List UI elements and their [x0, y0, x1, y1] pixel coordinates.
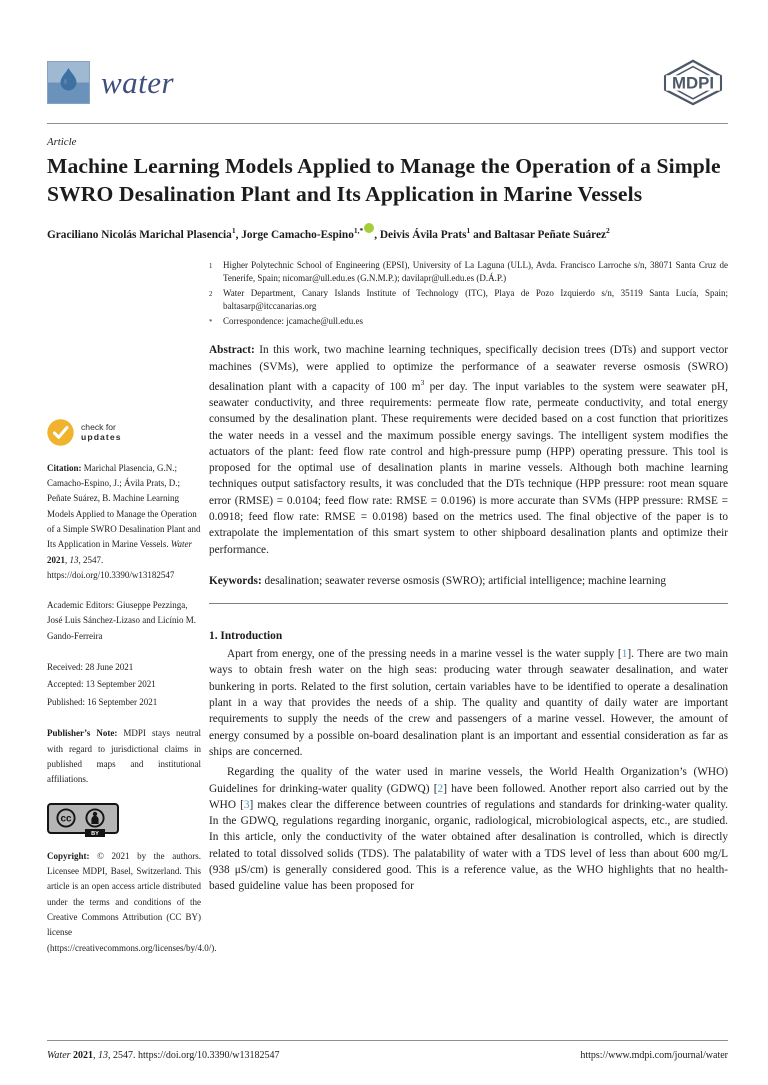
svg-text:BY: BY — [91, 831, 99, 838]
paper-title: Machine Learning Models Applied to Manage the Operation of a Simple SWRO Desalination Plant and Its Application in Marine Vessels — [47, 154, 721, 206]
keywords-label: Keywords: — [209, 574, 262, 587]
main-column — [209, 251, 728, 956]
affiliations-list — [209, 251, 728, 330]
affiliation-item — [209, 315, 728, 330]
check-badge-text — [81, 422, 122, 442]
affiliation-marker: 1 — [209, 262, 213, 270]
keywords-line — [209, 573, 728, 589]
footer-doi-link[interactable]: , 2547. https://doi.org/10.3390/w13182547 — [108, 1050, 280, 1061]
affiliation-item — [209, 287, 728, 314]
intro-p2-text-b: ] have been followed. Another report also carried out by the WHO [ — [209, 782, 728, 811]
affiliation-marker: 2 — [209, 290, 213, 298]
intro-p2-text-c: ] makes clear the difference between countries of regulations and standards for drinking-water quality. In the GDWQ, regulations regarding inorganic, organic, radiological, microbiological aspects, etc., are studied. In this article, only the conductivity of the water obtained after desalination is controlled, which is directly related to total dissolved solids (TDS). The palatability of water with a TDS level of less than about 600 mg/L (938 μS/cm) is generally considered good. This is a reference value, as the WHO highlights that no health-based guideline value has been proposed for — [209, 798, 729, 893]
keywords-text: desalination; seawater reverse osmosis (SWRO); artificial intelligence; machine learning — [261, 574, 667, 587]
academic-editors-block — [47, 598, 201, 644]
correspondence-text[interactable]: Correspondence: jcamache@ull.edu.es — [223, 315, 363, 326]
check-badge-line2: updates — [81, 432, 122, 443]
footer-journal-url[interactable]: https://www.mdpi.com/journal/water — [580, 1050, 728, 1061]
intro-paragraph-2 — [209, 764, 728, 894]
mdpi-logo-icon[interactable] — [658, 57, 728, 107]
authors-line — [47, 223, 728, 241]
author-2: , Jorge Camacho-Espino — [235, 228, 354, 241]
abstract — [209, 342, 728, 558]
citation-year: 2021 — [47, 554, 65, 565]
svg-text:cc: cc — [60, 814, 72, 826]
orcid-icon[interactable] — [364, 223, 374, 233]
check-badge-line1: check for — [81, 422, 116, 433]
received-date: Received: 28 June 2021 — [47, 662, 134, 673]
footer-citation — [47, 1050, 280, 1061]
citation-block — [47, 461, 201, 583]
intro-p1-text-a: Apart from energy, one of the pressing needs in a marine vessel is the water supply [ — [227, 648, 622, 661]
affiliation-marker: * — [209, 318, 213, 326]
author-1: Graciliano Nicolás Marichal Plasencia — [47, 228, 232, 241]
affiliation-text: Water Department, Canary Islands Institute of Technology (ITC), Playa de Pozo Izquierdo s/n, 35119 Santa Lucía, Spain; baltasarp@itccanarias.org — [223, 287, 728, 312]
water-journal-logo-icon[interactable] — [47, 61, 90, 104]
copyright-block — [47, 849, 217, 956]
author-3: , Deivis Ávila Prats — [374, 228, 467, 241]
citation-label: Citation: — [47, 462, 82, 473]
footer-journal: Water — [47, 1050, 71, 1061]
copyright-text: © 2021 by the authors. Licensee MDPI, Basel, Switzerland. This article is an open access article distributed under the terms and conditions of the Creative Commons Attribution (CC BY) license (https://creativecommons.org/licenses/by/4.0/). — [47, 850, 217, 953]
section-heading-introduction: 1. Introduction — [209, 630, 283, 643]
affiliation-item — [209, 259, 728, 286]
check-for-updates-badge[interactable] — [47, 419, 201, 446]
author-2-affil-sup: 1,* — [353, 226, 364, 235]
publisher-note-label: Publisher’s Note: — [47, 728, 118, 739]
academic-editors-label: Academic Editors: — [47, 600, 115, 611]
author-4: and Baltasar Peñate Suárez — [470, 228, 607, 241]
author-1-affil-sup: 1 — [231, 226, 236, 235]
citation-volume: 13 — [69, 554, 79, 565]
affiliation-text: Higher Polytechnic School of Engineering (EPSI), University of La Laguna (ULL), Avda. Francisco Larroche s/n, 38071 Santa Cruz de Tenerife, Spain; nicomar@ull.edu.es (G.N.M.P.); davilapr@ull.edu.es (D.Á.P.) — [223, 259, 728, 284]
published-date: Published: 16 September 2021 — [47, 696, 158, 707]
citation-journal: Water — [170, 539, 192, 550]
left-margin-column — [47, 251, 217, 956]
footer-year: 2021 — [70, 1050, 94, 1061]
citation-doi-link[interactable]: , 2547. https://doi.org/10.3390/w13182547 — [47, 554, 175, 580]
author-3-affil-sup: 1 — [466, 226, 471, 235]
abstract-label: Abstract: — [209, 344, 255, 357]
footer-volume: 13 — [98, 1050, 109, 1061]
journal-header — [47, 57, 728, 124]
history-dates-block — [47, 659, 201, 711]
citation-ref-3[interactable]: 3 — [243, 798, 250, 811]
check-icon — [47, 419, 74, 446]
svg-text:MDPI: MDPI — [671, 73, 715, 93]
cc-by-license-icon[interactable] — [47, 803, 119, 837]
accepted-date: Accepted: 13 September 2021 — [47, 679, 156, 690]
abstract-text-2: per day. The input variables to the system were seawater pH, seawater conductivity, and three requirements: permeate flow rate, permeate conductivity, and total energy consumed by the desalination plant. These requirements were decided based on a cost function that prioritizes the water needs in a vessel and the maximum possible energy savings. The intelligent system modifies the actuators of the plant: feed flow rate control and high-pressure pump (HPP) operating pressure. This tool is proposed for the optimal use of desalination plants in marine vessels. Although both machine learning techniques output satisfactory results, it was concluded that the DTs technique (HPP pressure: root mean square error (RMSE) = 0.0104; feed flow rate: RMSE = 0.0196) is more accurate than SVMs (HPP pressure: RMSE = 0.0918; feed flow rate: RMSE = 0.0198) based on the metrics used. The final objective of the paper is to extrapolate the implementation of this smart system to other shipboard desalination plants and optimize their performance. — [209, 380, 729, 556]
intro-p2-text-a: Regarding the quality of the water used in marine vessels, the World Health Organization’s (WHO) Guidelines for drinking-water quality (GDWQ) [ — [209, 766, 728, 795]
article-type-label: Article — [47, 136, 77, 148]
abstract-superscript: 3 — [420, 377, 425, 387]
author-4-affil-sup: 2 — [606, 226, 610, 235]
copyright-label: Copyright: — [47, 850, 90, 861]
citation-ref-1[interactable]: 1 — [621, 648, 628, 661]
citation-sep: , — [65, 554, 70, 565]
citation-text: Marichal Plasencia, G.N.; Camacho-Espino, J.; Ávila Prats, D.; Peñate Suárez, B. Machine Learning Models Applied to Manage the Operation of a Simple SWRO Desalination Plant and Its Application in Marine Vessels. — [47, 462, 201, 550]
journal-name: water — [101, 64, 175, 100]
abstract-text-1: In this work, two machine learning techniques, specifically decision trees (DTs) and support vector machines (SVMs), were applied to optimize the performance of a seawater reverse osmosis (SWRO) desalination plant with a capacity of 100 m — [209, 344, 728, 393]
intro-paragraph-1 — [209, 646, 728, 760]
intro-p1-text-b: ]. There are two main ways to obtain fresh water on the high seas: producing water through seawater desalination, and water bunkering in ports. Related to the first solution, certain variables have to be identified to operate a desalination plant in a way that provides the needs of a ship. The quality and quantity of daily water are important requirements to supply the needs of the crew and passengers of a marine vessel. However, the amount of energy consumed by a possible on-board desalination plant is an important and essential consideration as far as ships are concerned. — [209, 648, 728, 758]
page-footer — [47, 1040, 728, 1061]
publisher-note-block — [47, 726, 201, 787]
citation-ref-2[interactable]: 2 — [437, 782, 444, 795]
keywords-divider — [209, 603, 728, 604]
publisher-note-text: MDPI stays neutral with regard to jurisdictional claims in published maps and institutional affiliations. — [47, 728, 201, 785]
footer-sep: , — [93, 1050, 99, 1061]
academic-editors-names: Giuseppe Pezzinga, José Luis Sánchez-Lizaso and Licínio M. Gando-Ferreira — [47, 600, 196, 641]
